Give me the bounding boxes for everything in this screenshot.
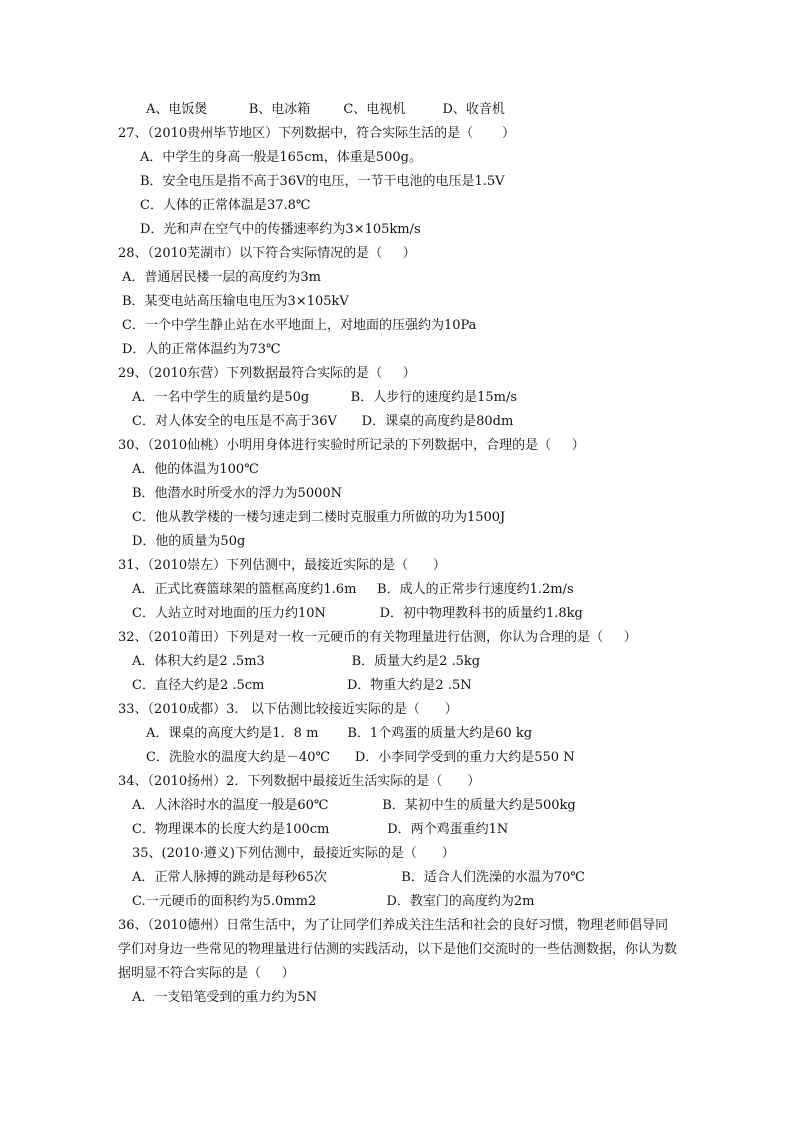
option-31cd: C．人站立时对地面的压力约10N D．初中物理教科书的质量约1.8kg (132, 606, 583, 621)
option-27c: C．人体的正常体温是37.8℃ (140, 198, 311, 213)
option-36a: A．一支铅笔受到的重力约为5N (132, 990, 318, 1005)
option-28b: B．某变电站高压输电电压为3×105kV (122, 294, 349, 309)
question-35: 35、(2010·遵义)下列估测中，最接近实际的是（ ） (132, 846, 455, 861)
option-28d: D．人的正常体温约为73℃ (122, 342, 281, 357)
question-27: 27、（2010贵州毕节地区）下列数据中，符合实际生活的是（ ） (118, 126, 516, 141)
option-34ab: A．人沐浴时水的温度一般是60℃ B．某初中生的质量大约是500kg (132, 798, 576, 813)
option-33ab: A．课桌的高度大约是1．8 m B．1个鸡蛋的质量大约是60 kg (146, 726, 533, 741)
option-28c: C．一个中学生静止站在水平地面上，对地面的压强约为10Pa (122, 318, 477, 333)
question-34: 34、（2010扬州）2．下列数据中最接近生活实际的是（ ） (118, 774, 481, 789)
option-30b: B．他潜水时所受水的浮力为5000N (132, 486, 343, 501)
option-35ab: A．正常人脉搏的跳动是每秒65次 B．适合人们洗澡的水温为70℃ (132, 870, 585, 885)
option-28a: A．普通居民楼一层的高度约为3m (122, 270, 321, 285)
option-32cd: C．直径大约是2 .5cm D．物重大约是2 .5N (132, 678, 472, 693)
question-30: 30、（2010仙桃）小明用身体进行实验时所记录的下列数据中，合理的是（ ） (118, 438, 585, 453)
question-36: 36、（2010德州）日常生活中，为了让同学们养成关注生活和社会的良好习惯，物理老师倡导同学们对身边一些常见的物理量进行估测的实践活动，以下是他们交流时的一些估测数据，你认为数据明显不符合实际的是（ ） (118, 918, 678, 981)
option-30c: C．他从教学楼的一楼匀速走到二楼时克服重力所做的功为1500J (132, 510, 506, 525)
option-27b: B．安全电压是指不高于36V的电压，一节干电池的电压是1.5V (140, 174, 505, 189)
question-29: 29、（2010东营）下列数据最符合实际的是（ ） (118, 366, 416, 381)
option-27d: D．光和声在空气中的传播速率约为3×105km/s (140, 222, 421, 237)
question-33: 33、（2010成都）3. 以下估测比较接近实际的是（ ） (118, 702, 458, 717)
question-31: 31、（2010崇左）下列估测中，最接近实际的是（ ） (118, 558, 446, 573)
option-33cd: C．洗脸水的温度大约是－40℃ D．小李同学受到的重力大约是550 N (146, 750, 575, 765)
option-35cd: C.一元硬币的面积约为5.0mm2 D．教室门的高度约为2m (132, 894, 535, 909)
option-27a: A．中学生的身高一般是165cm，体重是500g。 (140, 150, 422, 165)
question-32: 32、（2010莆田）下列是对一枚一元硬币的有关物理量进行估测，你认为合理的是（ ） (118, 630, 637, 645)
question-28: 28、（2010芜湖市）以下符合实际情况的是（ ） (118, 246, 416, 261)
option-30d: D．他的质量为50g (132, 534, 246, 549)
option-29ab: A．一名中学生的质量约是50g B．人步行的速度约是15m/s (132, 390, 518, 405)
option-31ab: A．正式比赛篮球架的篮框高度约1.6m B．成人的正常步行速度约1.2m/s (132, 582, 574, 597)
option-29cd: C．对人体安全的电压是不高于36V D．课桌的高度约是80dm (132, 414, 514, 429)
option-32ab: A．体积大约是2 .5m3 B．质量大约是2 .5kg (132, 654, 481, 669)
option-line-appliances: A、电饭煲 B、电冰箱 C、电视机 D、收音机 (146, 102, 505, 117)
option-34cd: C．物理课本的长度大约是100cm D．两个鸡蛋重约1N (132, 822, 509, 837)
option-30a: A．他的体温为100℃ (132, 462, 259, 477)
